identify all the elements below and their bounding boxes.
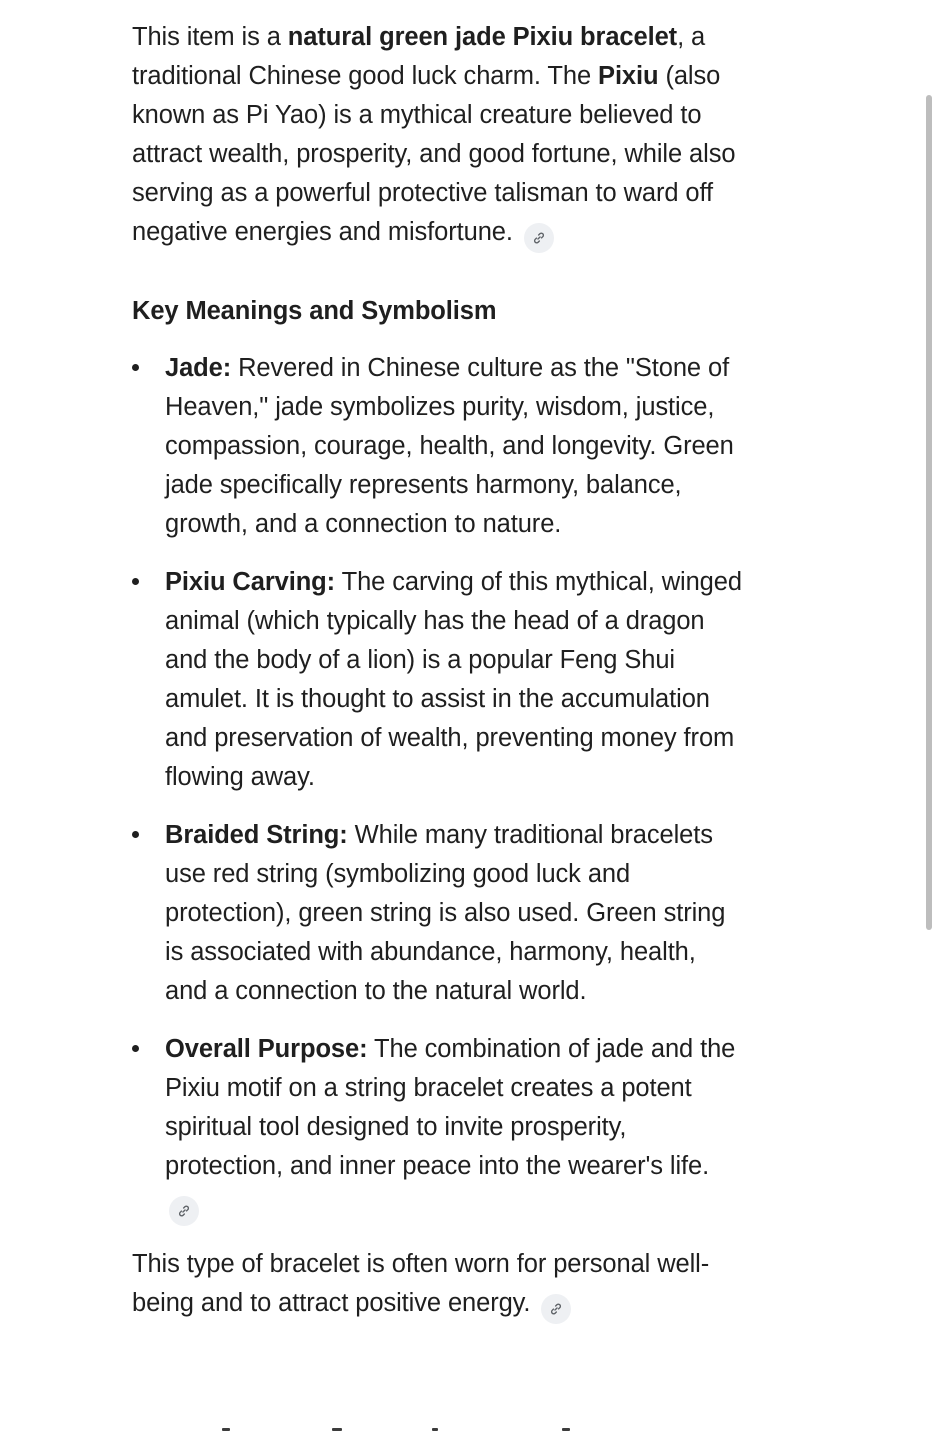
outro-paragraph: This type of bracelet is often worn for personal well-being and to attract positive energy. xyxy=(132,1245,744,1324)
source-link-button[interactable] xyxy=(524,223,554,253)
link-icon xyxy=(532,231,546,245)
source-link-button[interactable] xyxy=(169,1196,199,1226)
response-content xyxy=(132,18,744,1324)
list-item-title: Braided String: xyxy=(165,821,348,849)
list-item-text: The combination of jade and the Pixiu motif on a string bracelet creates a potent spiritual tool designed to invite prosperity, protection, and inner peace into the wearer's life. xyxy=(165,1035,736,1180)
list-item-overall-purpose xyxy=(132,1030,744,1226)
list-item-title: Overall Purpose: xyxy=(165,1035,368,1063)
list-item-title: Jade: xyxy=(165,354,232,382)
bullet-dot xyxy=(132,578,139,585)
source-link-button[interactable] xyxy=(541,1294,571,1324)
list-item-pixiu-carving xyxy=(132,563,744,797)
list-item-text: Revered in Chinese culture as the "Stone of Heaven," jade symbolizes purity, wisdom, justice, compassion, courage, health, and longevity. Green jade specifically represents harmony, balance, growth, and a connection to nature. xyxy=(165,354,734,538)
bullet-dot xyxy=(132,1045,139,1052)
list-item-text: The carving of this mythical, winged animal (which typically has the head of a dragon and the body of a lion) is a popular Feng Shui amulet. It is thought to assist in the accumulation and preservation of wealth, preventing money from flowing away. xyxy=(165,568,742,791)
bullet-dot xyxy=(132,831,139,838)
link-icon xyxy=(549,1302,563,1316)
list-item-jade xyxy=(132,349,744,544)
bullet-dot xyxy=(132,364,139,371)
intro-bold-bracelet: natural green jade Pixiu bracelet xyxy=(287,23,678,51)
intro-paragraph: This item is a natural green jade Pixiu bracelet, a traditional Chinese good luck charm. The Pixiu (also known as Pi Yao) is a mythical creature believed to attract wealth, prosperity, and good fortune, while also serving as a powerful protective talisman to ward off negative energies and misfortune. xyxy=(132,18,744,253)
symbolism-list xyxy=(132,349,744,1226)
link-icon xyxy=(177,1204,191,1218)
section-heading: Key Meanings and Symbolism xyxy=(132,297,497,325)
list-item-braided-string xyxy=(132,816,744,1011)
intro-bold-pixiu: Pixiu xyxy=(598,62,659,90)
cutoff-text-line xyxy=(132,1428,672,1440)
list-item-text: While many traditional bracelets use red string (symbolizing good luck and protection), green string is also used. Green string is associated with abundance, harmony, health, and a connection to the natural world. xyxy=(165,821,726,1005)
scrollbar-thumb[interactable] xyxy=(926,95,932,930)
list-item-title: Pixiu Carving: xyxy=(165,568,336,596)
